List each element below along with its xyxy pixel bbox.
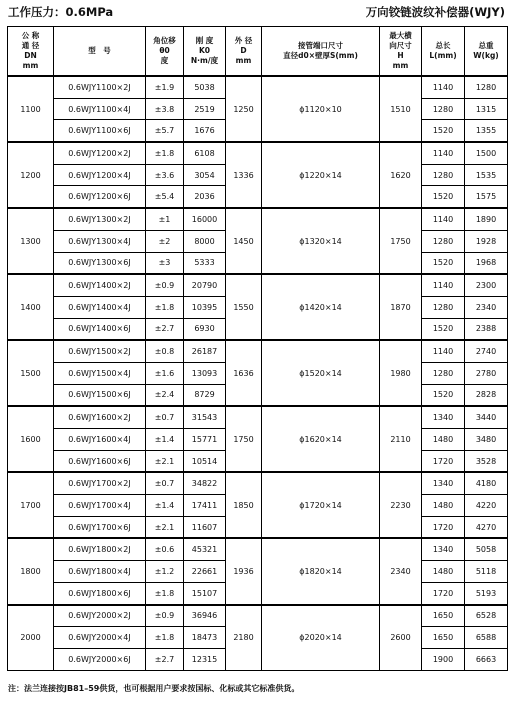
cell-length: 1480 (422, 561, 465, 583)
cell-stiffness: 6108 (184, 142, 226, 164)
cell-model: 0.6WJY1600×2J (54, 406, 146, 428)
cell-stiffness: 18473 (184, 627, 226, 649)
cell-model: 0.6WJY1500×4J (54, 362, 146, 384)
cell-model: 0.6WJY1400×6J (54, 318, 146, 340)
cell-angle: ±1.8 (146, 142, 184, 164)
cell-weight: 3440 (465, 406, 508, 428)
cell-length: 1140 (422, 274, 465, 296)
cell-length: 1280 (422, 164, 465, 186)
cell-dn: 1600 (8, 406, 54, 472)
cell-pipe-spec: ϕ1820×14 (262, 538, 380, 604)
table-row (8, 340, 508, 362)
cell-model: 0.6WJY1200×6J (54, 186, 146, 208)
cell-length: 1140 (422, 340, 465, 362)
table-row (8, 406, 508, 428)
col-header-outer-diameter: 外 径 D mm (226, 27, 262, 77)
cell-model: 0.6WJY1300×6J (54, 252, 146, 274)
cell-weight: 6588 (465, 627, 508, 649)
cell-stiffness: 16000 (184, 208, 226, 230)
cell-weight: 2388 (465, 318, 508, 340)
cell-length: 1280 (422, 362, 465, 384)
cell-weight: 4270 (465, 516, 508, 538)
cell-weight: 2300 (465, 274, 508, 296)
cell-length: 1650 (422, 627, 465, 649)
cell-dn: 1200 (8, 142, 54, 208)
cell-angle: ±3.6 (146, 164, 184, 186)
col-header-pipe-spec: 接管端口尺寸 直径d0×壁厚S(mm) (262, 27, 380, 77)
cell-stiffness: 2036 (184, 186, 226, 208)
cell-stiffness: 31543 (184, 406, 226, 428)
col-header-stiffness: 刚 度 K0 N·m/度 (184, 27, 226, 77)
cell-weight: 1500 (465, 142, 508, 164)
table-row (8, 142, 508, 164)
cell-length: 1900 (422, 648, 465, 670)
cell-angle: ±0.7 (146, 472, 184, 494)
cell-length: 1280 (422, 98, 465, 120)
cell-weight: 5193 (465, 582, 508, 604)
cell-length: 1520 (422, 384, 465, 406)
col-header-dn: 公 称 通 径 DN mm (8, 27, 54, 77)
cell-angle: ±0.8 (146, 340, 184, 362)
cell-stiffness: 11607 (184, 516, 226, 538)
cell-outer-diameter: 1636 (226, 340, 262, 406)
cell-model: 0.6WJY1200×2J (54, 142, 146, 164)
table-row (8, 208, 508, 230)
cell-outer-diameter: 1936 (226, 538, 262, 604)
cell-stiffness: 45321 (184, 538, 226, 560)
cell-length: 1720 (422, 516, 465, 538)
cell-weight: 1355 (465, 120, 508, 142)
cell-pipe-spec: ϕ1520×14 (262, 340, 380, 406)
working-pressure-label: 工作压力：0.6MPa (8, 5, 114, 19)
col-header-max-lateral: 最大横 向尺寸 H mm (380, 27, 422, 77)
cell-length: 1520 (422, 186, 465, 208)
cell-length: 1520 (422, 252, 465, 274)
cell-max-lateral: 1510 (380, 76, 422, 142)
cell-weight: 2780 (465, 362, 508, 384)
cell-angle: ±1 (146, 208, 184, 230)
cell-length: 1650 (422, 605, 465, 627)
cell-angle: ±0.6 (146, 538, 184, 560)
cell-stiffness: 20790 (184, 274, 226, 296)
cell-length: 1140 (422, 208, 465, 230)
cell-dn: 1100 (8, 76, 54, 142)
cell-model: 0.6WJY1800×6J (54, 582, 146, 604)
cell-max-lateral: 2230 (380, 472, 422, 538)
cell-length: 1140 (422, 76, 465, 98)
table-row (8, 538, 508, 560)
cell-outer-diameter: 1550 (226, 274, 262, 340)
cell-max-lateral: 2600 (380, 605, 422, 671)
cell-stiffness: 12315 (184, 648, 226, 670)
cell-length: 1340 (422, 538, 465, 560)
cell-pipe-spec: ϕ1120×10 (262, 76, 380, 142)
cell-model: 0.6WJY2000×2J (54, 605, 146, 627)
cell-model: 0.6WJY1800×4J (54, 561, 146, 583)
cell-stiffness: 22661 (184, 561, 226, 583)
cell-model: 0.6WJY2000×6J (54, 648, 146, 670)
cell-weight: 3528 (465, 450, 508, 472)
cell-angle: ±1.4 (146, 429, 184, 451)
cell-model: 0.6WJY1800×2J (54, 538, 146, 560)
cell-angle: ±0.9 (146, 605, 184, 627)
footnote: 注：法兰连接按JB81–59供货，也可根据用户要求按国标、化标或其它标准供货。 (8, 684, 300, 693)
cell-pipe-spec: ϕ2020×14 (262, 605, 380, 671)
cell-outer-diameter: 1336 (226, 142, 262, 208)
cell-weight: 2828 (465, 384, 508, 406)
cell-model: 0.6WJY1700×2J (54, 472, 146, 494)
cell-angle: ±1.8 (146, 627, 184, 649)
table-row (8, 472, 508, 494)
cell-pipe-spec: ϕ1320×14 (262, 208, 380, 274)
cell-angle: ±0.7 (146, 406, 184, 428)
cell-max-lateral: 1620 (380, 142, 422, 208)
col-header-angle: 角位移 θ0 度 (146, 27, 184, 77)
cell-model: 0.6WJY2000×4J (54, 627, 146, 649)
cell-angle: ±0.9 (146, 274, 184, 296)
cell-stiffness: 26187 (184, 340, 226, 362)
cell-model: 0.6WJY1700×6J (54, 516, 146, 538)
cell-length: 1480 (422, 495, 465, 517)
cell-stiffness: 3054 (184, 164, 226, 186)
cell-stiffness: 15107 (184, 582, 226, 604)
cell-weight: 6663 (465, 648, 508, 670)
cell-stiffness: 34822 (184, 472, 226, 494)
cell-length: 1720 (422, 582, 465, 604)
cell-length: 1340 (422, 472, 465, 494)
cell-stiffness: 15771 (184, 429, 226, 451)
table-row (8, 76, 508, 98)
cell-stiffness: 8729 (184, 384, 226, 406)
col-header-length: 总长 L(mm) (422, 27, 465, 77)
cell-pipe-spec: ϕ1620×14 (262, 406, 380, 472)
cell-length: 1480 (422, 429, 465, 451)
cell-angle: ±1.6 (146, 362, 184, 384)
cell-weight: 1280 (465, 76, 508, 98)
cell-angle: ±3.8 (146, 98, 184, 120)
col-header-model: 型 号 (54, 27, 146, 77)
cell-weight: 5118 (465, 561, 508, 583)
cell-model: 0.6WJY1500×2J (54, 340, 146, 362)
cell-angle: ±3 (146, 252, 184, 274)
cell-model: 0.6WJY1700×4J (54, 495, 146, 517)
col-header-weight: 总重 W(kg) (465, 27, 508, 77)
spec-table (7, 26, 508, 671)
cell-stiffness: 13093 (184, 362, 226, 384)
cell-weight: 4180 (465, 472, 508, 494)
cell-outer-diameter: 1850 (226, 472, 262, 538)
cell-angle: ±1.4 (146, 495, 184, 517)
cell-length: 1520 (422, 318, 465, 340)
cell-weight: 4220 (465, 495, 508, 517)
cell-angle: ±1.8 (146, 296, 184, 318)
cell-dn: 1400 (8, 274, 54, 340)
cell-model: 0.6WJY1600×6J (54, 450, 146, 472)
cell-pipe-spec: ϕ1420×14 (262, 274, 380, 340)
cell-stiffness: 36946 (184, 605, 226, 627)
cell-model: 0.6WJY1300×2J (54, 208, 146, 230)
cell-pipe-spec: ϕ1720×14 (262, 472, 380, 538)
cell-stiffness: 5333 (184, 252, 226, 274)
cell-weight: 2340 (465, 296, 508, 318)
sheet-header (8, 4, 505, 22)
cell-weight: 1315 (465, 98, 508, 120)
table-row (8, 605, 508, 627)
cell-model: 0.6WJY1400×4J (54, 296, 146, 318)
cell-length: 1520 (422, 120, 465, 142)
cell-angle: ±2.7 (146, 648, 184, 670)
cell-angle: ±1.9 (146, 76, 184, 98)
sheet-title: 万向铰链波纹补偿器(WJY) (365, 5, 505, 19)
cell-dn: 1300 (8, 208, 54, 274)
cell-stiffness: 1676 (184, 120, 226, 142)
cell-model: 0.6WJY1100×6J (54, 120, 146, 142)
cell-weight: 5058 (465, 538, 508, 560)
cell-angle: ±1.2 (146, 561, 184, 583)
cell-stiffness: 17411 (184, 495, 226, 517)
cell-model: 0.6WJY1100×2J (54, 76, 146, 98)
cell-angle: ±2.4 (146, 384, 184, 406)
cell-stiffness: 10514 (184, 450, 226, 472)
cell-weight: 1535 (465, 164, 508, 186)
cell-length: 1340 (422, 406, 465, 428)
cell-weight: 1575 (465, 186, 508, 208)
cell-weight: 3480 (465, 429, 508, 451)
cell-model: 0.6WJY1300×4J (54, 230, 146, 252)
cell-model: 0.6WJY1500×6J (54, 384, 146, 406)
cell-length: 1720 (422, 450, 465, 472)
cell-weight: 1890 (465, 208, 508, 230)
cell-pipe-spec: ϕ1220×14 (262, 142, 380, 208)
cell-stiffness: 5038 (184, 76, 226, 98)
cell-max-lateral: 1980 (380, 340, 422, 406)
cell-stiffness: 2519 (184, 98, 226, 120)
cell-angle: ±2 (146, 230, 184, 252)
cell-dn: 2000 (8, 605, 54, 671)
cell-angle: ±5.7 (146, 120, 184, 142)
cell-weight: 2740 (465, 340, 508, 362)
cell-outer-diameter: 1250 (226, 76, 262, 142)
cell-max-lateral: 1750 (380, 208, 422, 274)
cell-angle: ±2.1 (146, 450, 184, 472)
cell-length: 1140 (422, 142, 465, 164)
cell-outer-diameter: 2180 (226, 605, 262, 671)
cell-model: 0.6WJY1200×4J (54, 164, 146, 186)
cell-max-lateral: 1870 (380, 274, 422, 340)
cell-weight: 6528 (465, 605, 508, 627)
cell-stiffness: 8000 (184, 230, 226, 252)
cell-dn: 1800 (8, 538, 54, 604)
cell-length: 1280 (422, 230, 465, 252)
cell-angle: ±5.4 (146, 186, 184, 208)
cell-outer-diameter: 1750 (226, 406, 262, 472)
cell-outer-diameter: 1450 (226, 208, 262, 274)
cell-model: 0.6WJY1100×4J (54, 98, 146, 120)
cell-weight: 1928 (465, 230, 508, 252)
cell-angle: ±1.8 (146, 582, 184, 604)
cell-max-lateral: 2110 (380, 406, 422, 472)
cell-dn: 1700 (8, 472, 54, 538)
cell-max-lateral: 2340 (380, 538, 422, 604)
cell-length: 1280 (422, 296, 465, 318)
cell-dn: 1500 (8, 340, 54, 406)
cell-angle: ±2.1 (146, 516, 184, 538)
cell-weight: 1968 (465, 252, 508, 274)
table-row (8, 274, 508, 296)
cell-angle: ±2.7 (146, 318, 184, 340)
cell-stiffness: 6930 (184, 318, 226, 340)
table-header-row (8, 27, 508, 77)
cell-model: 0.6WJY1600×4J (54, 429, 146, 451)
cell-stiffness: 10395 (184, 296, 226, 318)
cell-model: 0.6WJY1400×2J (54, 274, 146, 296)
